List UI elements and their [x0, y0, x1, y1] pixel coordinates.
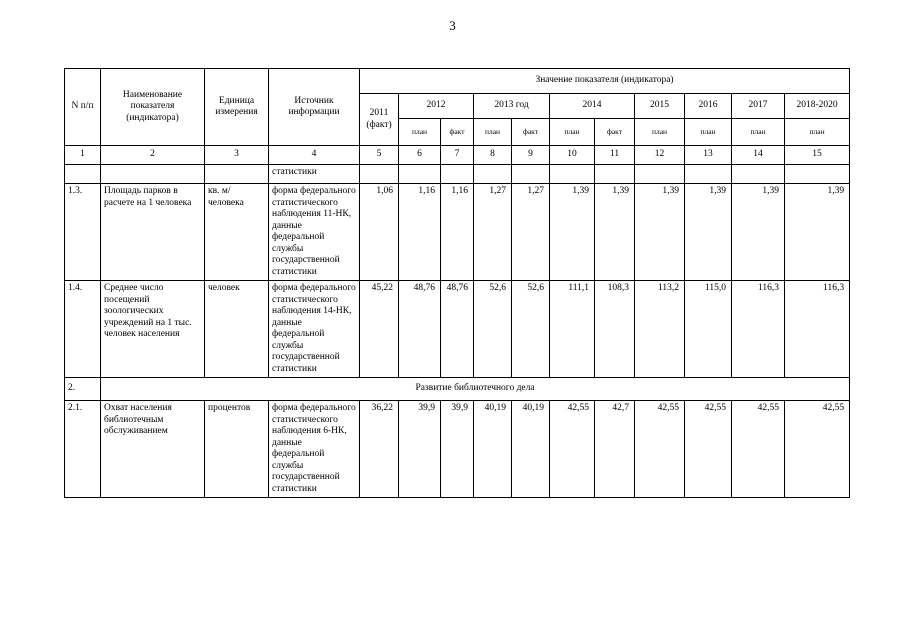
header-2017: 2017 [732, 94, 785, 119]
source-cell: форма федерального статистического наблюдения 14-НК, данные федеральной службы государственной статистики [269, 281, 360, 378]
table-row [65, 401, 850, 498]
section-title: Развитие библиотечного дела [101, 378, 850, 401]
value-cell: 108,3 [595, 281, 635, 378]
value-cell: 48,76 [399, 281, 441, 378]
header-plan: план [635, 119, 685, 146]
col-number: 2 [101, 146, 205, 165]
indicator-table [64, 68, 850, 498]
unit-cell: процентов [205, 401, 269, 498]
value-cell: 111,1 [550, 281, 595, 378]
value-cell: 42,7 [595, 401, 635, 498]
value-cell: 42,55 [685, 401, 732, 498]
value-cell: 52,6 [512, 281, 550, 378]
unit-cell: кв. м/человека [205, 184, 269, 281]
value-cell: 1,16 [399, 184, 441, 281]
page-number: 3 [449, 18, 456, 33]
header-value-group: Значение показателя (индикатора) [360, 69, 850, 94]
value-cell: 113,2 [635, 281, 685, 378]
value-cell: 39,9 [399, 401, 441, 498]
value-cell: 1,27 [512, 184, 550, 281]
value-cell: 1,27 [474, 184, 512, 281]
header-fact: факт [595, 119, 635, 146]
col-number: 13 [685, 146, 732, 165]
header-plan: план [685, 119, 732, 146]
unit-cell: человек [205, 281, 269, 378]
indicator-name: Среднее число посещений зоологических учреждений на 1 тыс. человек населения [101, 281, 205, 378]
value-cell: 115,0 [685, 281, 732, 378]
header-plan: план [550, 119, 595, 146]
col-number: 15 [785, 146, 850, 165]
header-2014: 2014 [550, 94, 635, 119]
value-cell: 42,55 [785, 401, 850, 498]
header-plan: план [732, 119, 785, 146]
row-number: 2.1. [65, 401, 101, 498]
col-number: 11 [595, 146, 635, 165]
header-plan: план [474, 119, 512, 146]
col-number: 6 [399, 146, 441, 165]
continuation-row [65, 165, 850, 184]
header-num: N п/п [65, 69, 101, 146]
section-number: 2. [65, 378, 101, 401]
row-number: 1.4. [65, 281, 101, 378]
value-cell: 48,76 [441, 281, 474, 378]
value-cell: 1,16 [441, 184, 474, 281]
value-cell: 116,3 [785, 281, 850, 378]
value-cell: 40,19 [474, 401, 512, 498]
section-row [65, 378, 850, 401]
source-cell: форма федерального статистического наблюдения 6-НК, данные федеральной службы государственной статистики [269, 401, 360, 498]
source-cell: статистики [269, 165, 360, 184]
value-cell: 40,19 [512, 401, 550, 498]
indicator-name: Площадь парков в расчете на 1 человека [101, 184, 205, 281]
header-plan: план [399, 119, 441, 146]
value-cell: 39,9 [441, 401, 474, 498]
value-cell: 1,39 [732, 184, 785, 281]
value-cell: 45,22 [360, 281, 399, 378]
col-number: 1 [65, 146, 101, 165]
value-cell: 36,22 [360, 401, 399, 498]
header-row [65, 69, 850, 94]
header-source: Источник информации [269, 69, 360, 146]
header-plan: план [785, 119, 850, 146]
col-number: 8 [474, 146, 512, 165]
value-cell: 1,39 [550, 184, 595, 281]
table-row [65, 184, 850, 281]
source-cell: форма федерального статистического наблюдения 11-НК, данные федеральной службы государственной статистики [269, 184, 360, 281]
column-number-row [65, 146, 850, 165]
col-number: 12 [635, 146, 685, 165]
col-number: 5 [360, 146, 399, 165]
header-2016: 2016 [685, 94, 732, 119]
header-name: Наименование показателя (индикатора) [101, 69, 205, 146]
header-fact: факт [441, 119, 474, 146]
col-number: 14 [732, 146, 785, 165]
header-2015: 2015 [635, 94, 685, 119]
value-cell: 1,39 [635, 184, 685, 281]
indicator-name: Охват населения библиотечным обслуживанием [101, 401, 205, 498]
row-number: 1.3. [65, 184, 101, 281]
value-cell: 42,55 [635, 401, 685, 498]
col-number: 9 [512, 146, 550, 165]
col-number: 10 [550, 146, 595, 165]
value-cell: 1,39 [785, 184, 850, 281]
header-2012: 2012 [399, 94, 474, 119]
header-2011: 2011 (факт) [360, 94, 399, 146]
col-number: 7 [441, 146, 474, 165]
header-2018-2020: 2018-2020 [785, 94, 850, 119]
col-number: 4 [269, 146, 360, 165]
value-cell: 1,39 [595, 184, 635, 281]
header-unit: Единица измерения [205, 69, 269, 146]
value-cell: 42,55 [732, 401, 785, 498]
header-fact: факт [512, 119, 550, 146]
value-cell: 1,39 [685, 184, 732, 281]
header-2013: 2013 год [474, 94, 550, 119]
table-row [65, 281, 850, 378]
value-cell: 116,3 [732, 281, 785, 378]
value-cell: 1,06 [360, 184, 399, 281]
value-cell: 52,6 [474, 281, 512, 378]
value-cell: 42,55 [550, 401, 595, 498]
col-number: 3 [205, 146, 269, 165]
